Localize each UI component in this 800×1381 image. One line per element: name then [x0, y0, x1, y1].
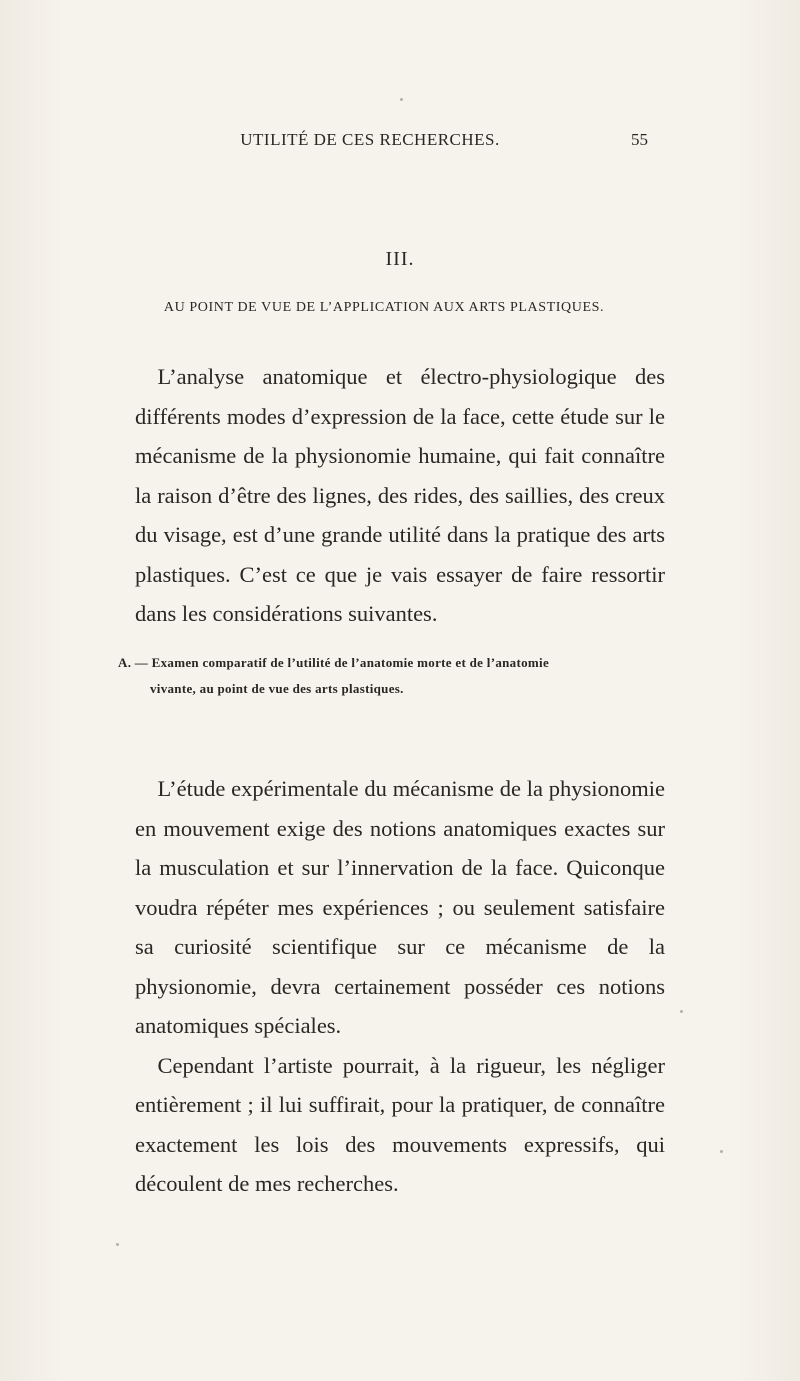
section-number: III. — [385, 248, 415, 270]
paragraph-body — [135, 769, 665, 1204]
paper-speck — [720, 1150, 723, 1153]
paper-speck — [400, 98, 403, 101]
subheading-line-1: A. — Examen comparatif de l’utilité de l’anatomie morte et de l’anatomie — [118, 655, 550, 670]
subheading — [118, 650, 673, 702]
paragraph-3-text: Cependant l’artiste pourrait, à la rigueur, les négliger entièrement ; il lui suffirait, pour la pratiquer, de connaître exactement les lois des mouvements expressifs, qui découlent de mes recherches. — [135, 1052, 665, 1196]
paragraph-intro — [135, 357, 665, 634]
section-title: AU POINT DE VUE DE L’APPLICATION AUX ARTS PLASTIQUES. — [163, 300, 605, 315]
running-head — [110, 130, 648, 154]
paper-speck — [116, 1243, 119, 1246]
paragraph-2-text: L’étude expérimentale du mécanisme de la physionomie en mouvement exige des notions anatomiques exactes sur la musculation et sur l’innervation de la face. Quiconque voudra répéter mes expériences ; ou seulement satisfaire sa curiosité scientifique sur ce mécanisme de la physionomie, devra certainement posséder ces notions anatomiques spéciales. — [135, 776, 665, 1038]
page-number: 55 — [631, 130, 648, 149]
subheading-line-2: vivante, au point de vue des arts plastiques. — [150, 681, 404, 696]
paragraph-1-text: L’analyse anatomique et électro-physiologique des différents modes d’expression de la face, cette étude sur le mécanisme de la physionomie humaine, qui fait connaître la raison d’être des lignes, des rides, des saillies, des creux du visage, est d’une grande utilité dans la pratique des arts plastiques. C’est ce que je vais essayer de faire ressortir dans les considérations suivantes. — [135, 364, 665, 626]
paper-speck — [680, 1010, 683, 1013]
running-title: UTILITÉ DE CES RECHERCHES. — [240, 130, 500, 149]
